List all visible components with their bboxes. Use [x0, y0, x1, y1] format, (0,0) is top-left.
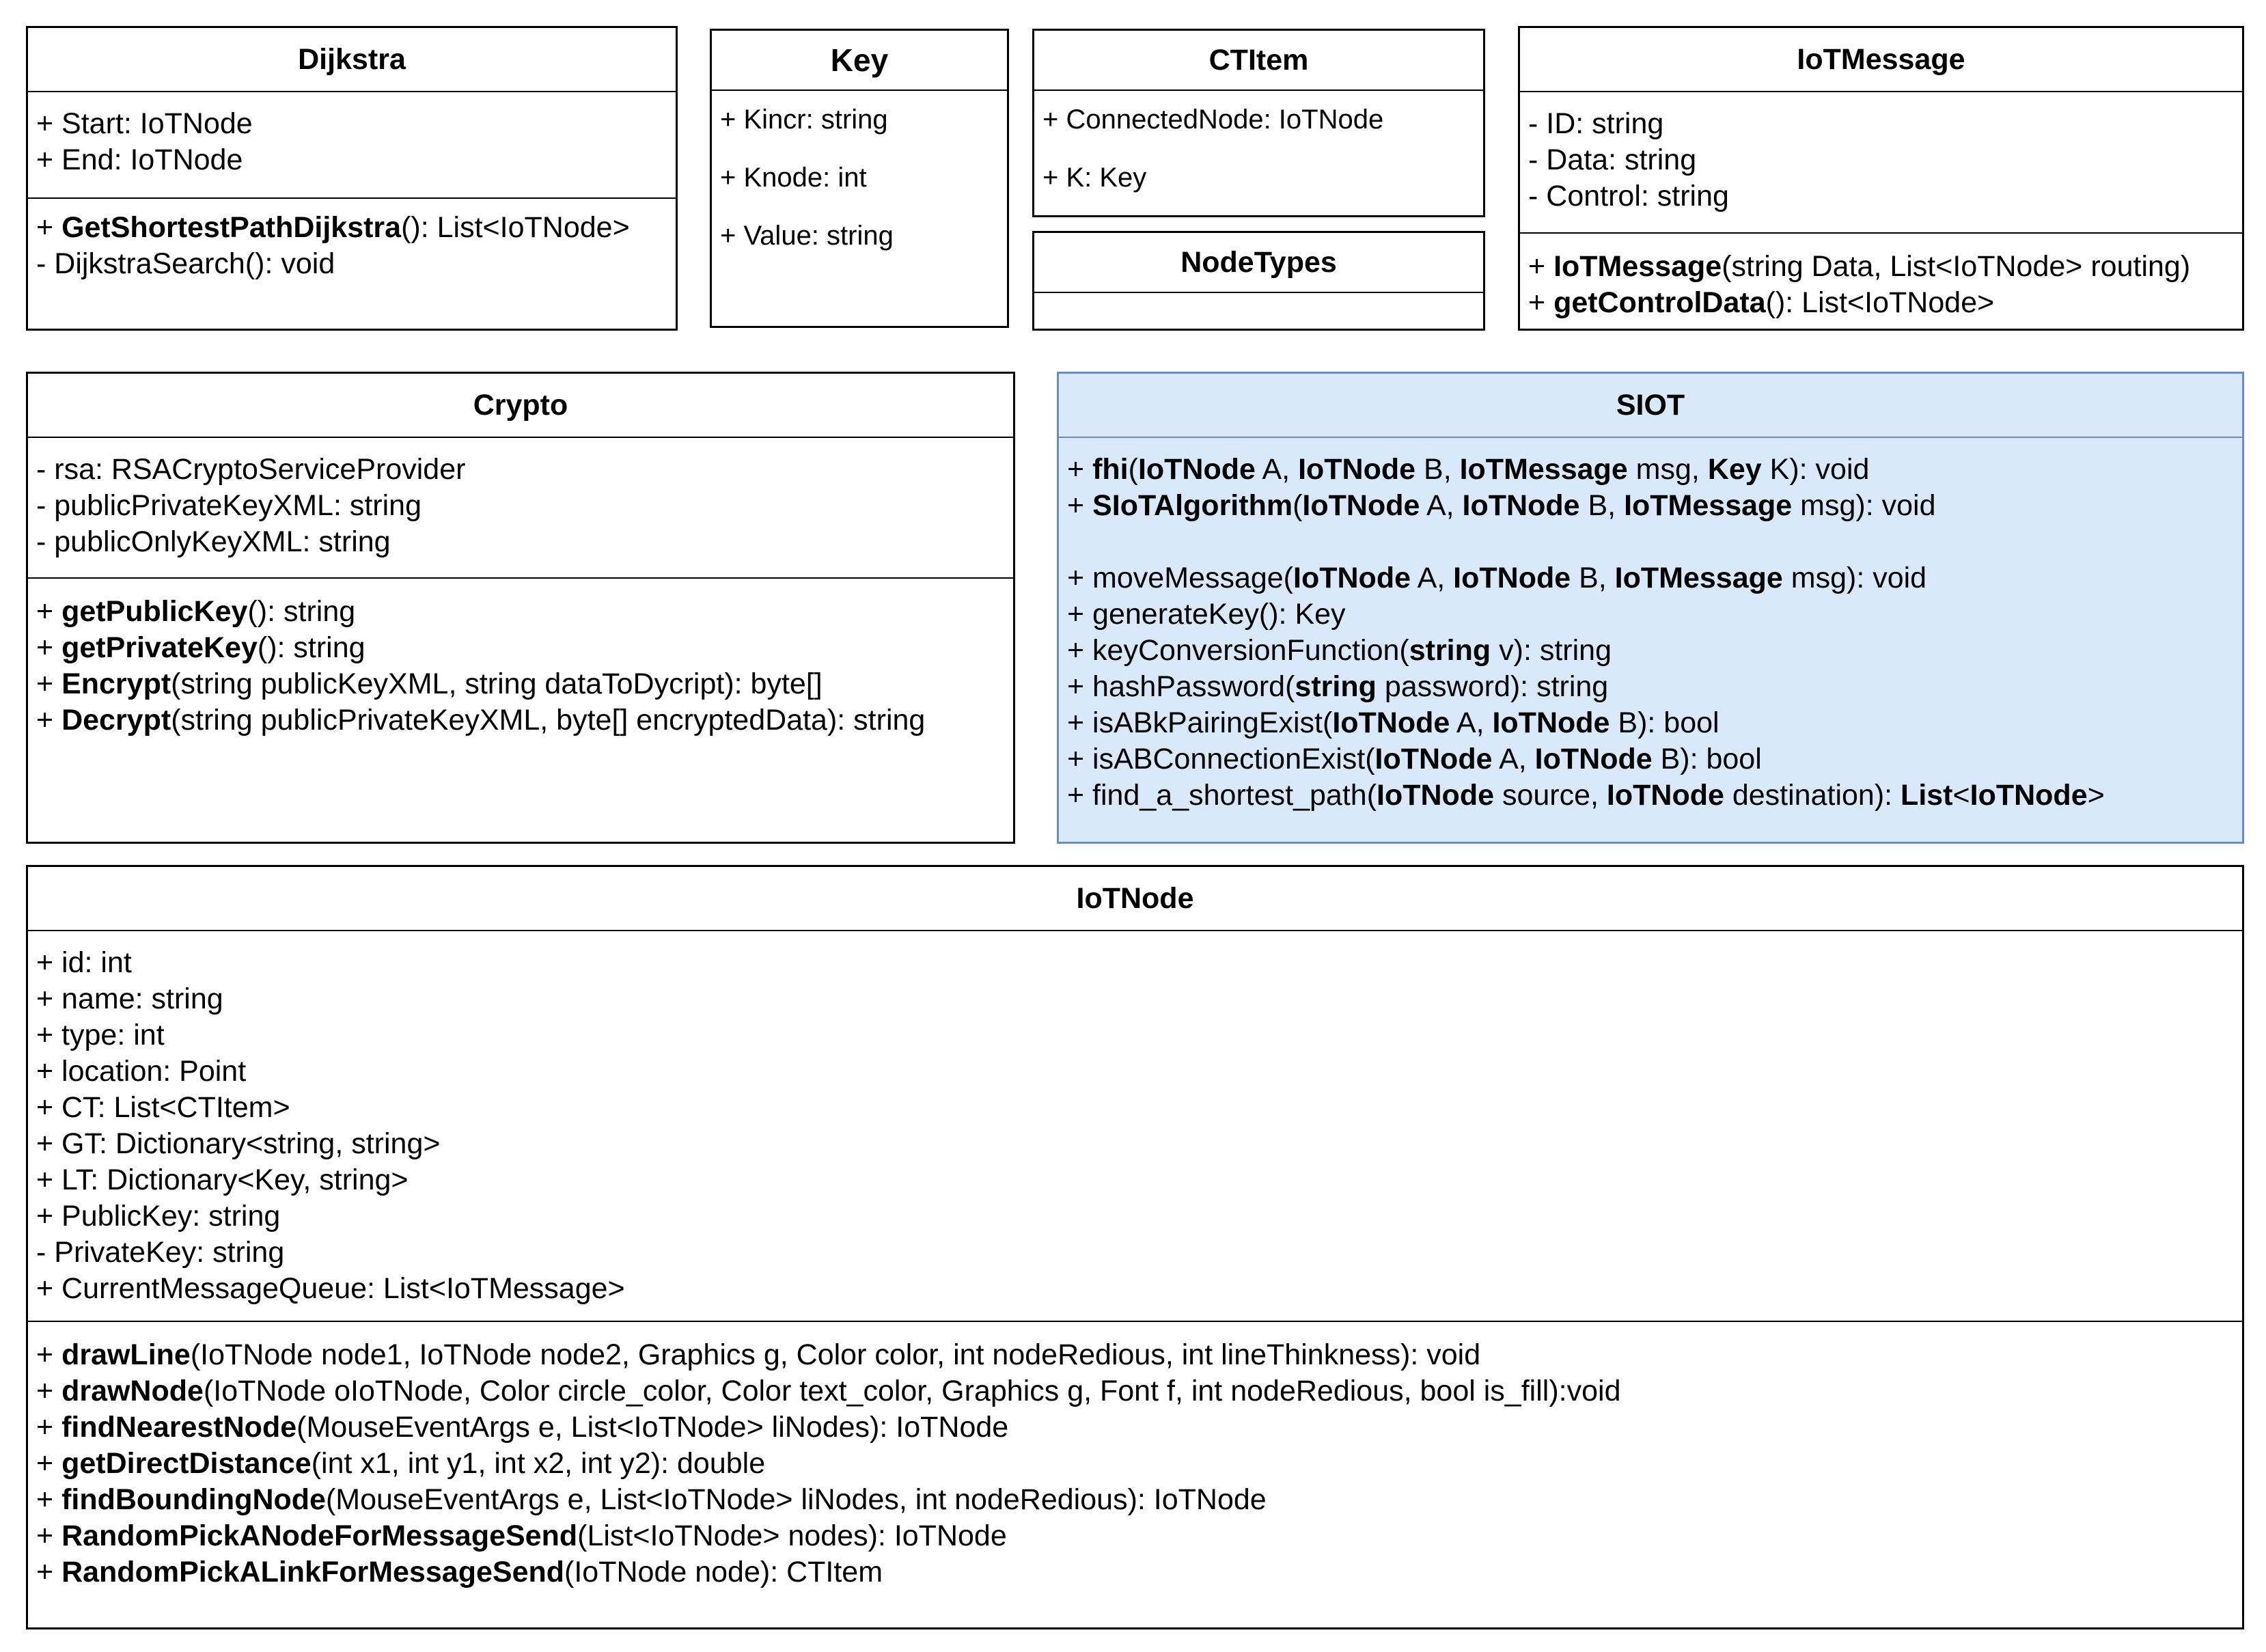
member-text-run: + CurrentMessageQueue: List<IoTMessage>	[36, 1272, 625, 1305]
member-line	[36, 1090, 2234, 1126]
member-bold-run: List	[1901, 779, 1953, 812]
member-line	[1067, 452, 2234, 488]
member-bold-run: Encrypt	[61, 667, 171, 700]
member-text-run: +	[36, 211, 62, 244]
member-line	[36, 488, 1005, 524]
class-name: IoTMessage	[1520, 28, 2242, 92]
member-text-run: (string publicPrivateKeyXML, byte[] encryptedData): string	[171, 704, 926, 736]
member-bold-run: IoTNode	[1606, 779, 1724, 812]
member-line	[1067, 669, 2234, 705]
member-text-run: (IoTNode node): CTItem	[564, 1556, 883, 1588]
member-text-run: (	[1128, 453, 1138, 486]
member-text-run: (IoTNode oIoTNode, Color circle_color, Color text_color, Graphics g, Font f, int nodeRedious, bool is_fill):void	[203, 1375, 1621, 1407]
member-bold-run: RandomPickANodeForMessageSend	[61, 1519, 578, 1552]
member-text-run: B): bool	[1652, 743, 1762, 775]
member-bold-run: fhi	[1092, 453, 1129, 486]
class-name: Crypto	[28, 374, 1013, 438]
member-text-run: - publicPrivateKeyXML: string	[36, 489, 422, 522]
class-ctitem[interactable]	[1032, 29, 1485, 217]
member-text-run: + Knode: int	[720, 163, 867, 193]
member-text-run: <	[1952, 779, 1970, 812]
member-text-run: A,	[1411, 562, 1454, 594]
member-bold-run: drawNode	[61, 1375, 204, 1407]
attributes	[28, 92, 676, 197]
class-iotnode[interactable]	[26, 865, 2244, 1629]
member-line	[36, 981, 2234, 1017]
methods	[28, 1321, 2242, 1591]
member-bold-run: IoTNode	[1970, 779, 2088, 812]
class-name: CTItem	[1034, 31, 1483, 91]
member-bold-run: IoTNode	[1302, 489, 1420, 522]
member-bold-run: IoTNode	[1453, 562, 1571, 594]
class-crypto[interactable]	[26, 372, 1015, 844]
member-text-run: K): void	[1761, 453, 1870, 486]
member-text-run: (): string	[247, 595, 356, 628]
member-bold-run: SIoTAlgorithm	[1092, 489, 1293, 522]
member-text-run: + CT: List<CTItem>	[36, 1091, 290, 1124]
member-text-run: (string Data, List<IoTNode> routing)	[1722, 250, 2191, 283]
member-text-run: +	[1067, 453, 1093, 486]
member-text-run: +	[36, 667, 62, 700]
member-line	[1042, 91, 1475, 149]
member-text-run: + keyConversionFunction(	[1067, 634, 1409, 667]
member-text-run: destination):	[1724, 779, 1901, 812]
member-text-run: B,	[1415, 453, 1460, 486]
member-bold-run: IoTNode	[1298, 453, 1416, 486]
member-line	[36, 1337, 2234, 1373]
member-line	[36, 945, 2234, 981]
member-text-run: - rsa: RSACryptoServiceProvider	[36, 453, 466, 486]
member-line	[36, 1554, 2234, 1591]
member-text-run: + location: Point	[36, 1055, 247, 1088]
member-text-run: + hashPassword(	[1067, 670, 1295, 703]
member-line	[1528, 142, 2234, 178]
member-line	[36, 1518, 2234, 1554]
member-text-run: msg): void	[1782, 562, 1927, 594]
member-line	[36, 1198, 2234, 1235]
member-text-run: v): string	[1491, 634, 1612, 667]
member-text-run: B,	[1579, 489, 1625, 522]
member-line	[1067, 560, 2234, 596]
member-text-run: + moveMessage(	[1067, 562, 1294, 594]
member-line	[36, 524, 1005, 560]
class-nodetypes[interactable]	[1032, 231, 1485, 331]
member-text-run: + Kincr: string	[720, 105, 888, 135]
member-text-run: + GT: Dictionary<string, string>	[36, 1127, 441, 1160]
member-text-run: + generateKey(): Key	[1067, 598, 1346, 631]
class-name: Key	[712, 31, 1007, 91]
member-text-run: B,	[1571, 562, 1615, 594]
member-text-run: msg,	[1627, 453, 1708, 486]
member-text-run: +	[1067, 489, 1093, 522]
member-bold-run: getPrivateKey	[61, 631, 258, 664]
member-bold-run: IoTNode	[1534, 743, 1653, 775]
member-line	[36, 210, 667, 246]
member-text-run: +	[36, 1411, 62, 1444]
member-line	[36, 1235, 2234, 1271]
attributes	[712, 91, 1007, 265]
member-text-run: (): List<IoTNode>	[1765, 286, 1995, 319]
member-bold-run: findBoundingNode	[61, 1483, 326, 1516]
member-line	[36, 1446, 2234, 1482]
methods	[1059, 438, 2242, 814]
member-line	[1067, 488, 2234, 524]
member-line	[1067, 633, 2234, 669]
member-line	[1528, 106, 2234, 142]
member-text-run: + ConnectedNode: IoTNode	[1042, 105, 1384, 135]
class-dijkstra[interactable]	[26, 26, 678, 331]
member-bold-run: IoTNode	[1374, 743, 1493, 775]
class-name: Dijkstra	[28, 28, 676, 92]
member-bold-run: IoTNode	[1137, 453, 1256, 486]
member-line	[36, 246, 667, 282]
member-line	[36, 1482, 2234, 1518]
member-text-run: + PublicKey: string	[36, 1200, 281, 1233]
methods	[1520, 232, 2242, 321]
member-text-run: + Start: IoTNode	[36, 107, 253, 140]
member-line	[36, 1373, 2234, 1409]
member-line	[36, 594, 1005, 630]
member-bold-run: IoTNode	[1462, 489, 1580, 522]
member-text-run: >	[2087, 779, 2105, 812]
attributes	[28, 931, 2242, 1321]
class-iotmessage[interactable]	[1518, 26, 2244, 331]
member-line	[36, 1054, 2234, 1090]
member-text-run: A,	[1420, 489, 1463, 522]
member-line	[1067, 705, 2234, 741]
member-line	[36, 142, 667, 178]
member-text-run: A,	[1492, 743, 1535, 775]
member-text-run: +	[36, 1338, 62, 1371]
member-text-run: A,	[1255, 453, 1299, 486]
member-text-run: (MouseEventArgs e, List<IoTNode> liNodes, int nodeRedious): IoTNode	[325, 1483, 1267, 1516]
member-bold-run: IoTMessage	[1614, 562, 1783, 594]
class-name: NodeTypes	[1034, 233, 1483, 293]
member-text-run: - Control: string	[1528, 180, 1729, 212]
member-line	[36, 1162, 2234, 1198]
member-text-run: (	[1293, 489, 1303, 522]
class-siot[interactable]	[1057, 372, 2244, 844]
member-line	[1067, 777, 2234, 814]
member-text-run: +	[1528, 286, 1554, 319]
member-bold-run: IoTNode	[1377, 779, 1494, 812]
member-text-run: +	[36, 1556, 62, 1588]
member-text-run: (IoTNode node1, IoTNode node2, Graphics g, Color color, int nodeRedious, int lineThinkness): void	[190, 1338, 1481, 1371]
member-bold-run: IoTMessage	[1624, 489, 1793, 522]
member-line	[36, 1409, 2234, 1446]
member-line	[720, 207, 999, 265]
member-bold-run: getDirectDistance	[61, 1447, 312, 1480]
member-text-run: - DijkstraSearch(): void	[36, 247, 335, 280]
member-bold-run: getControlData	[1553, 286, 1766, 319]
class-key[interactable]	[710, 29, 1009, 328]
member-text-run: +	[36, 1519, 62, 1552]
member-text-run: + End: IoTNode	[36, 143, 243, 176]
member-text-run: +	[36, 704, 62, 736]
member-line	[1067, 596, 2234, 633]
member-text-run: password): string	[1376, 670, 1609, 703]
member-bold-run: IoTNode	[1492, 706, 1610, 739]
member-bold-run: Key	[1707, 453, 1762, 486]
member-text-run: + type: int	[36, 1019, 165, 1051]
member-text-run: (int x1, int y1, int x2, int y2): double	[311, 1447, 766, 1480]
member-text-run: +	[1528, 250, 1554, 283]
member-text-run: + find_a_shortest_path(	[1067, 779, 1377, 812]
member-line	[1528, 285, 2234, 321]
member-bold-run: IoTMessage	[1553, 250, 1722, 283]
class-name: IoTNode	[28, 867, 2242, 931]
member-text-run: A,	[1450, 706, 1493, 739]
member-text-run: - PrivateKey: string	[36, 1236, 285, 1269]
member-line	[36, 666, 1005, 702]
member-bold-run: GetShortestPathDijkstra	[61, 211, 402, 244]
member-bold-run: findNearestNode	[61, 1411, 297, 1444]
member-line	[1042, 149, 1475, 207]
member-text-run: msg): void	[1792, 489, 1936, 522]
member-line	[1528, 178, 2234, 215]
member-line	[36, 702, 1005, 739]
member-line	[720, 91, 999, 149]
member-text-run: - ID: string	[1528, 107, 1664, 140]
member-bold-run: string	[1295, 670, 1377, 703]
member-text-run: - Data: string	[1528, 143, 1697, 176]
methods	[28, 197, 676, 282]
member-text-run: +	[36, 631, 62, 664]
methods	[28, 577, 1013, 739]
member-text-run: + isABConnectionExist(	[1067, 743, 1375, 775]
member-bold-run: drawLine	[61, 1338, 191, 1371]
member-text-run: +	[36, 1483, 62, 1516]
member-spacer	[1067, 524, 2234, 560]
class-name: SIOT	[1059, 374, 2242, 438]
member-line	[1067, 741, 2234, 777]
member-text-run: + K: Key	[1042, 163, 1147, 193]
attributes	[1520, 92, 2242, 232]
member-text-run: +	[36, 1375, 62, 1407]
member-text-run: (): List<IoTNode>	[401, 211, 630, 244]
member-text-run: (List<IoTNode> nodes): IoTNode	[577, 1519, 1007, 1552]
member-text-run: + Value: string	[720, 221, 894, 251]
member-line	[1528, 249, 2234, 285]
member-bold-run: RandomPickALinkForMessageSend	[61, 1556, 565, 1588]
member-bold-run: IoTNode	[1332, 706, 1450, 739]
attributes	[1034, 91, 1483, 207]
member-line	[36, 106, 667, 142]
member-text-run: +	[36, 595, 62, 628]
member-text-run: + name: string	[36, 982, 223, 1015]
member-text-run: + LT: Dictionary<Key, string>	[36, 1164, 409, 1196]
member-line	[36, 1271, 2234, 1307]
member-bold-run: IoTMessage	[1459, 453, 1628, 486]
member-bold-run: string	[1409, 634, 1491, 667]
member-text-run: (MouseEventArgs e, List<IoTNode> liNodes): IoTNode	[296, 1411, 1009, 1444]
member-text-run: + isABkPairingExist(	[1067, 706, 1333, 739]
member-text-run: (): string	[257, 631, 365, 664]
member-text-run: - publicOnlyKeyXML: string	[36, 525, 391, 558]
member-text-run: source,	[1494, 779, 1607, 812]
member-line	[36, 1126, 2234, 1162]
member-text-run: +	[36, 1447, 62, 1480]
member-text-run: + id: int	[36, 946, 132, 979]
member-bold-run: getPublicKey	[61, 595, 248, 628]
member-text-run: (string publicKeyXML, string dataToDycript): byte[]	[171, 667, 823, 700]
attributes	[28, 438, 1013, 577]
member-line	[36, 452, 1005, 488]
member-line	[36, 630, 1005, 666]
member-bold-run: Decrypt	[61, 704, 171, 736]
member-line	[36, 1017, 2234, 1054]
member-line	[720, 149, 999, 207]
member-bold-run: IoTNode	[1293, 562, 1411, 594]
member-text-run: B): bool	[1609, 706, 1719, 739]
